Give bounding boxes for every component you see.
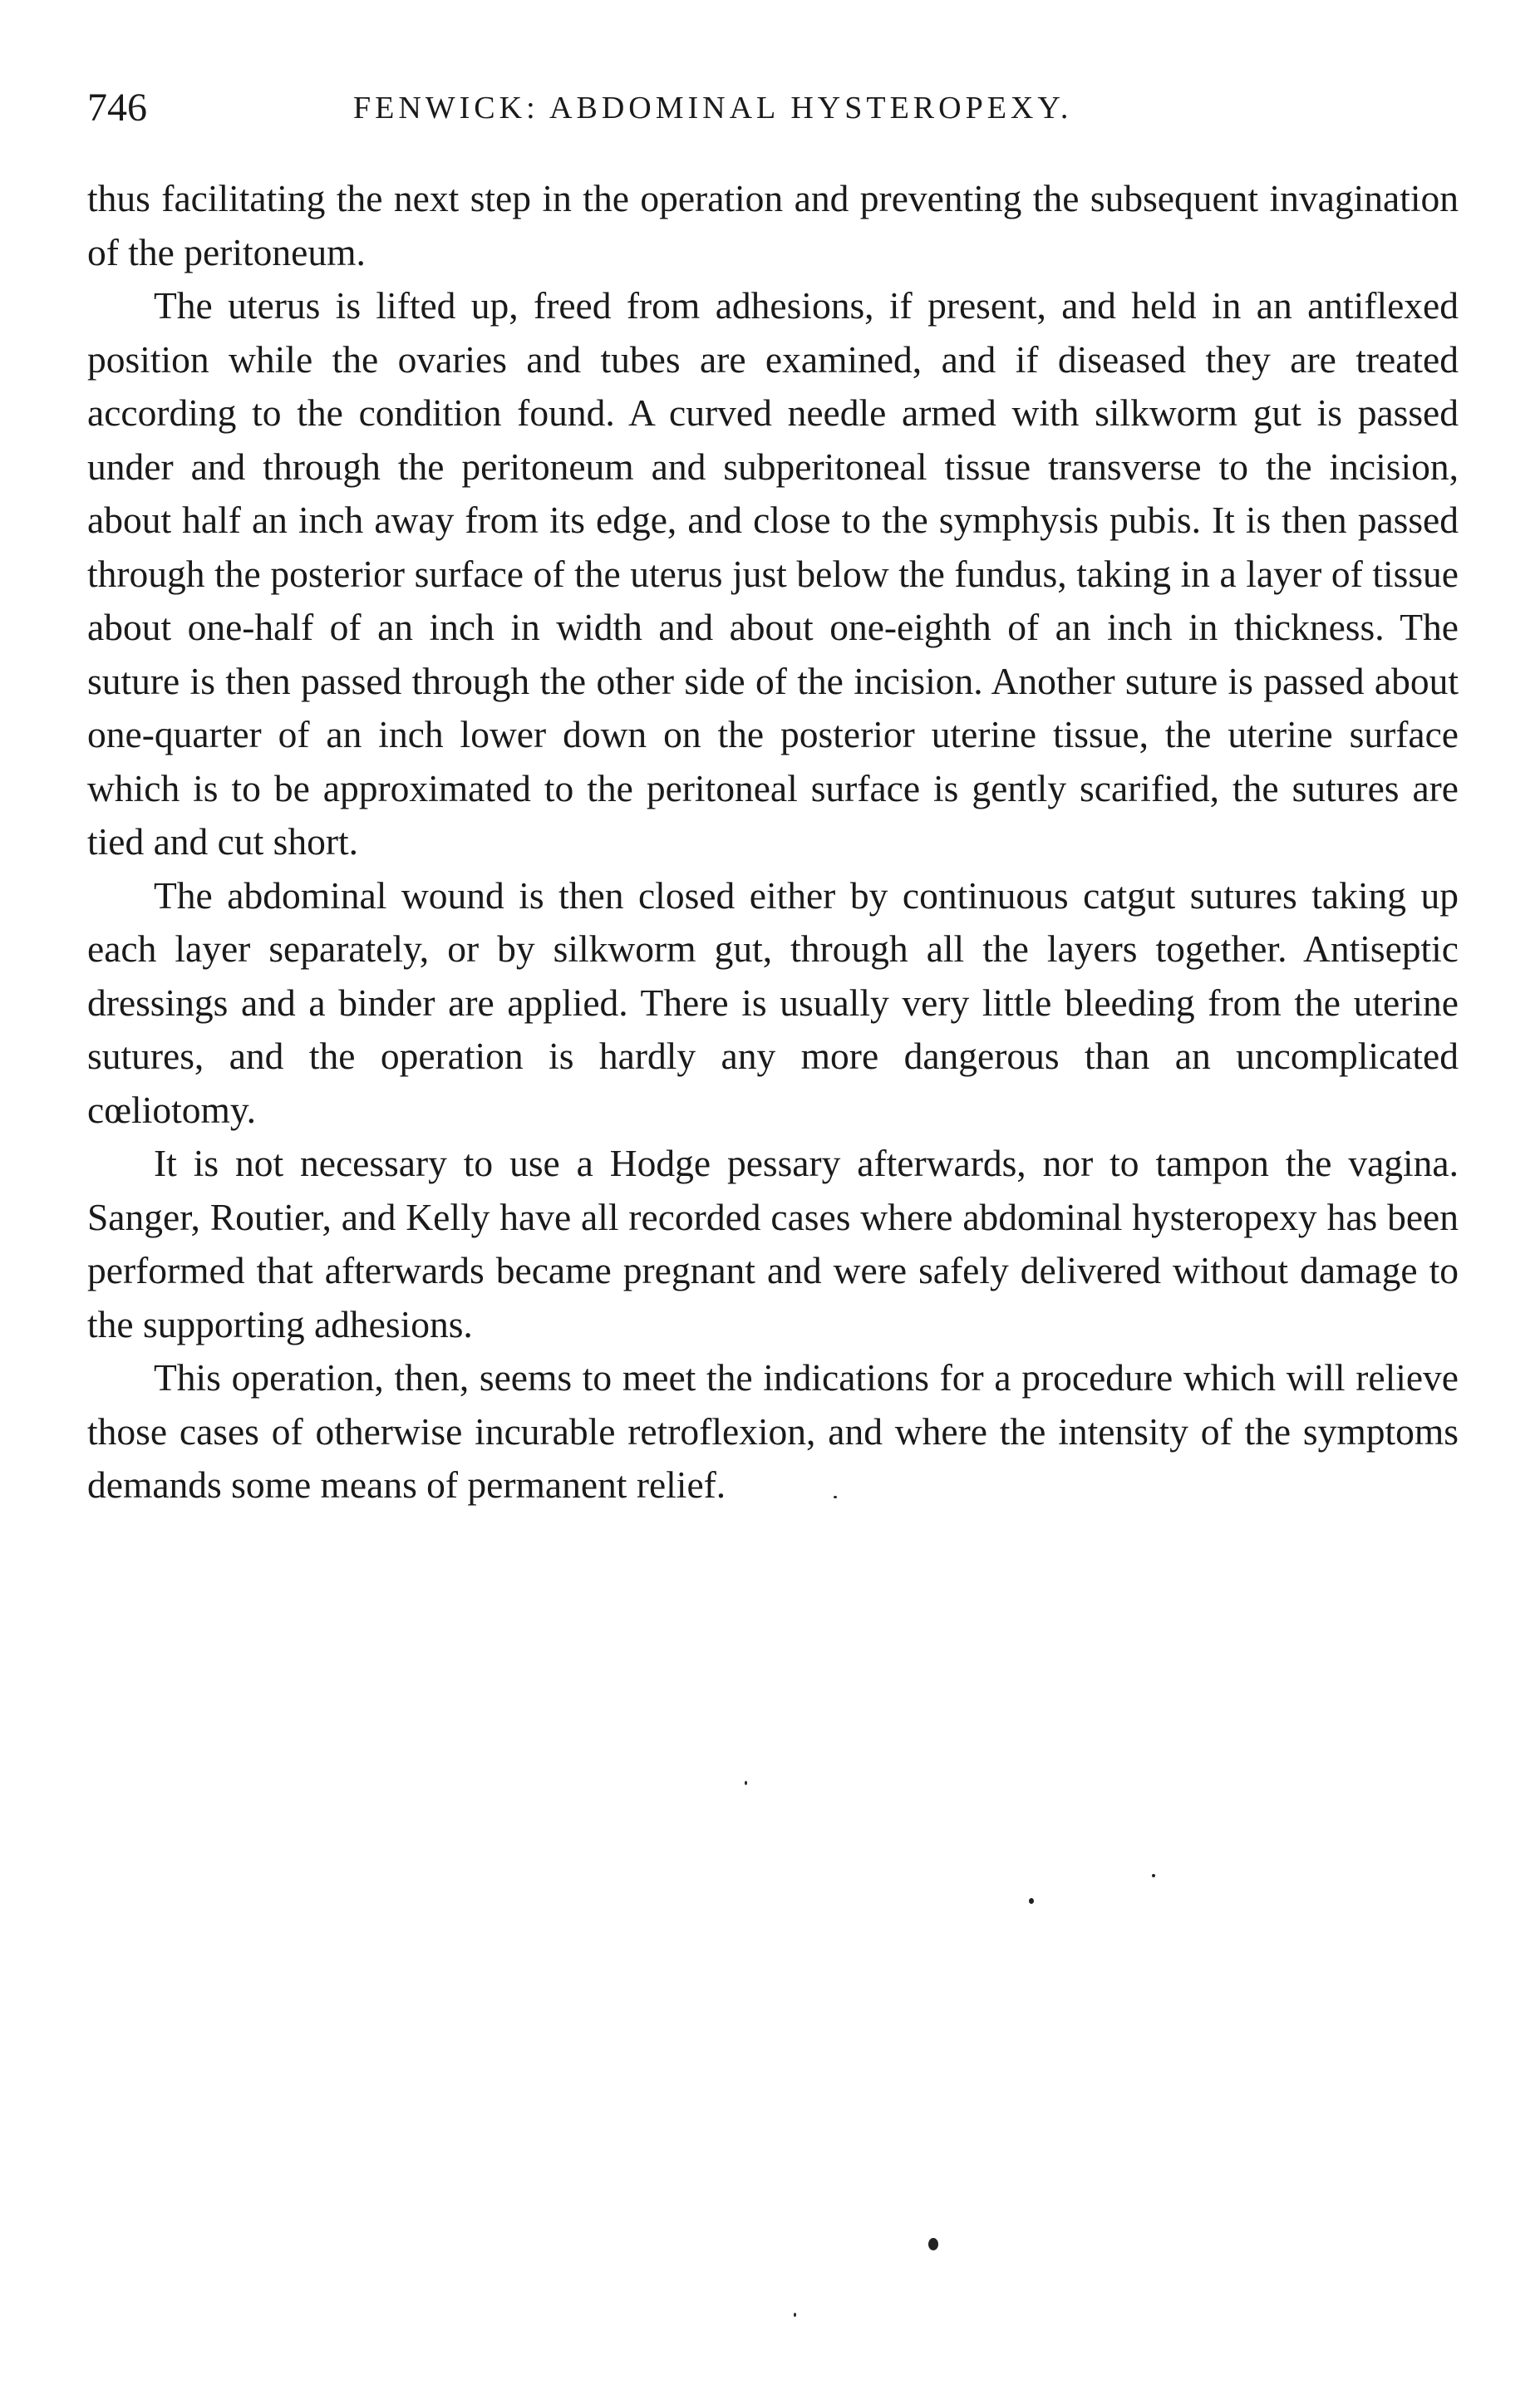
paragraph-pessary: It is not necessary to use a Hodge pessary afterwards, nor to tampon the vagina. Sanger, Routier, and Kelly have all recorded cases where abdominal hysteropexy has been performed that afterwards became pregnant and were safely delivered without damage to the supporting adhesions.	[87, 1142, 1459, 1345]
paragraph-conclusion: This operation, then, seems to meet the indications for a procedure which will relieve those cases of otherwise incurable retroflexion, and where the intensity of the symptoms demands some means of permanent relief.	[87, 1356, 1459, 1506]
paragraph-continuation: thus facilitating the next step in the operation and preventing the subsequent invagination of the peritoneum.	[87, 177, 1459, 273]
scan-speck	[1029, 1898, 1034, 1904]
body-text	[87, 172, 1459, 1512]
running-head	[87, 79, 1459, 137]
paragraph-wound-closure: The abdominal wound is then closed either by continuous catgut sutures taking up each layer separately, or by silkworm gut, through all the layers together. Antiseptic dressings and a binder are applied. There is usually very little bleeding from the uterine sutures, and the operation is hardly any more dangerous than an uncomplicated cœliotomy.	[87, 873, 1459, 1131]
scan-speck	[834, 1496, 837, 1498]
scan-speck	[928, 2238, 938, 2250]
scan-speck	[745, 1781, 747, 1785]
book-page	[87, 79, 1459, 1512]
paragraph-procedure: The uterus is lifted up, freed from adhesions, if present, and held in an antiflexed position while the ovaries and tubes are examined, and if diseased they are treated according to the condition found. A curved needle armed with silkworm gut is passed under and through the peritoneum and subperitoneal tissue transverse to the incision, about half an inch away from its edge, and close to the symphysis pubis. It is then passed through the posterior surface of the uterus just below the fundus, taking in a layer of tissue about one-half of an inch in width and about one-eighth of an inch in thickness. The suture is then passed through the other side of the incision. Another suture is passed about one-quarter of an inch lower down on the posterior uterine tissue, the uterine surface which is to be approximated to the peritoneal surface is gently scarified, the sutures are tied and cut short.	[87, 284, 1459, 863]
scan-speck	[794, 2313, 796, 2317]
page-number: 746	[87, 86, 147, 130]
running-title: FENWICK: ABDOMINAL HYSTEROPEXY.	[353, 91, 1073, 125]
scan-speck	[1152, 1874, 1155, 1877]
